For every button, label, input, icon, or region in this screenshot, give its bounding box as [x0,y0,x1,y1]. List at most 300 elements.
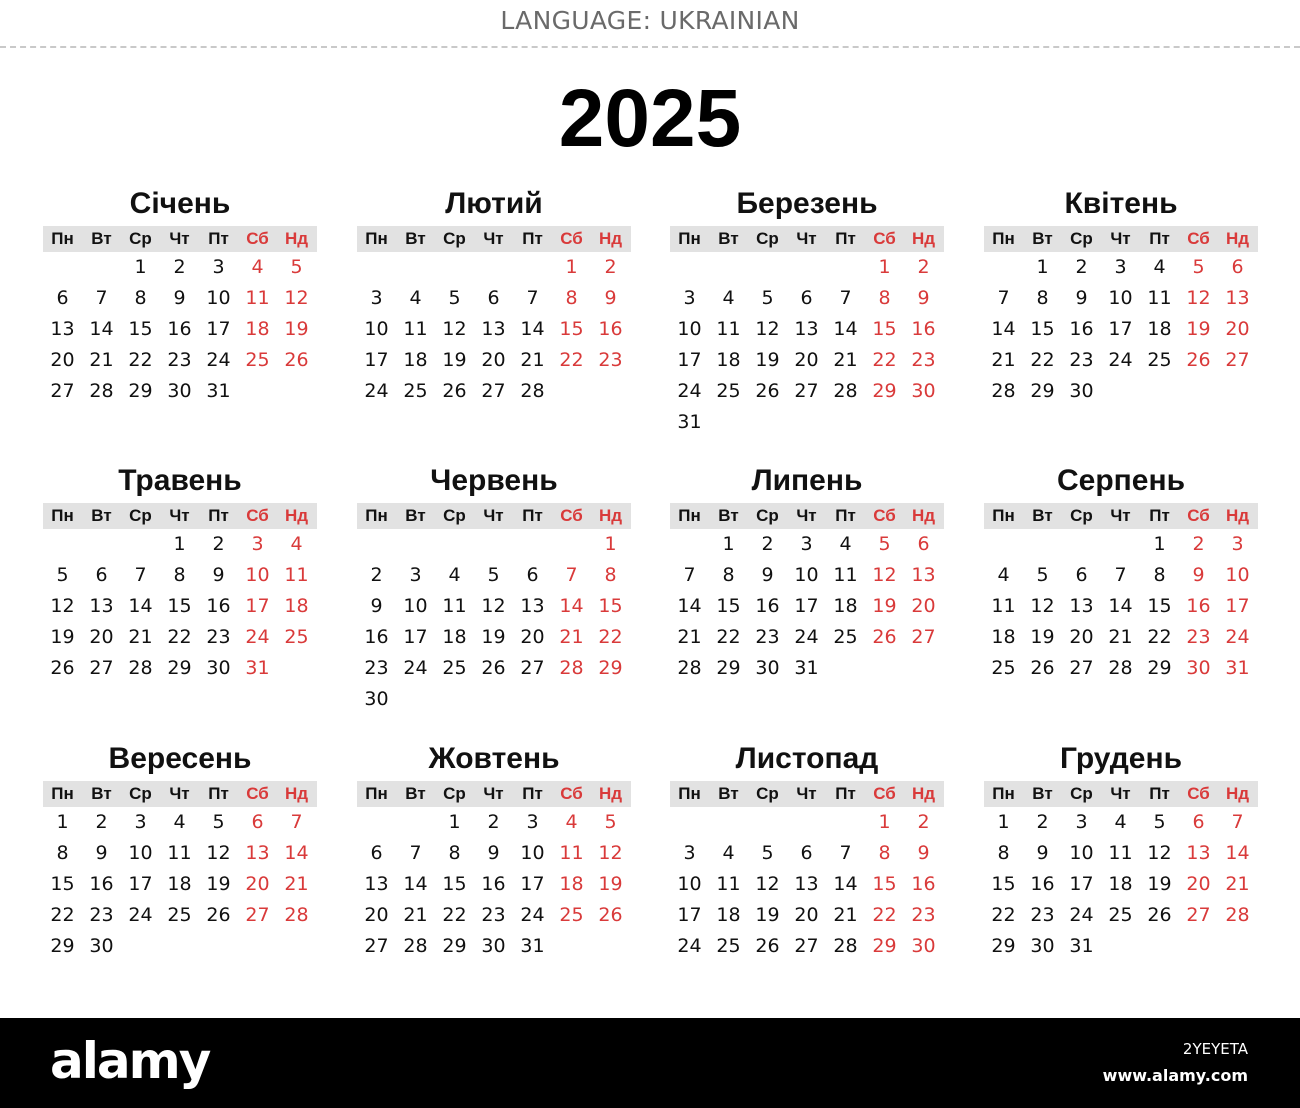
day-cell: 27 [520,657,545,679]
day-cell: 16 [167,318,192,340]
empty-cell [984,252,1023,283]
weekday-label: Пт [1149,229,1170,248]
day-cell: 24 [245,626,270,648]
day-cell: 24 [128,904,153,926]
day-cell: 1 [448,811,461,833]
month-name: Липень [751,464,863,497]
day-cell: 6 [1192,811,1205,833]
weekday-label: Вт [91,506,112,525]
day-cell: 21 [403,904,428,926]
weekday-label: Ср [129,784,152,803]
day-cell: 29 [442,935,467,957]
weekday-header [984,503,1258,529]
month-block [357,739,631,962]
weekday-header [43,226,317,252]
weekday-label: Чт [169,229,190,248]
month-block [357,461,631,715]
day-cell: 10 [1225,564,1250,586]
day-cell: 7 [290,811,303,833]
weekday-label: Пн [51,506,74,525]
day-cell: 28 [89,380,114,402]
weekday-label: Нд [1225,229,1250,248]
day-cell: 10 [677,873,702,895]
day-cell: 26 [206,904,231,926]
day-cell: 4 [722,287,735,309]
site-url: www.alamy.com [1102,1066,1248,1085]
day-cell: 18 [167,873,192,895]
month-block [984,739,1258,962]
day-cell: 25 [167,904,192,926]
weekday-label: Чт [169,784,190,803]
year-title: 2025 [558,73,742,164]
day-cell: 14 [403,873,428,895]
day-cell: 3 [526,811,539,833]
day-cell: 14 [991,318,1016,340]
day-cell: 15 [128,318,153,340]
weekday-label: Сб [246,784,269,803]
day-cell: 22 [50,904,75,926]
day-cell: 7 [839,287,852,309]
day-cell: 5 [878,533,891,555]
day-cell: 7 [683,564,696,586]
month-name: Червень [430,464,558,497]
day-cell: 4 [290,533,303,555]
empty-cell [787,252,826,283]
day-cell: 16 [598,318,623,340]
weekday-label: Чт [796,506,817,525]
day-cell: 11 [1147,287,1172,309]
day-cell: 6 [370,842,383,864]
language-label: LANGUAGE: UKRAINIAN [500,6,800,35]
day-cell: 20 [50,349,75,371]
day-cell: 5 [1192,256,1205,278]
month-block [670,184,944,438]
empty-cell [670,252,709,283]
weekday-label: Пн [365,229,388,248]
day-cell: 29 [872,935,897,957]
day-cell: 31 [1069,935,1094,957]
day-cell: 30 [481,935,506,957]
day-cell: 2 [173,256,186,278]
month-block [43,184,317,407]
weekday-header [357,226,631,252]
day-cell: 26 [872,626,897,648]
month-block [43,461,317,684]
weekday-label: Пт [208,506,229,525]
day-cell: 20 [911,595,936,617]
weekday-label: Сб [873,784,896,803]
day-cell: 3 [409,564,422,586]
day-cell: 28 [991,380,1016,402]
month-name: Листопад [735,742,879,775]
month-block [984,184,1258,407]
day-cell: 13 [1069,595,1094,617]
day-cell: 10 [403,595,428,617]
day-cell: 6 [526,564,539,586]
weekday-header [670,226,944,252]
day-cell: 8 [1036,287,1049,309]
day-cell: 11 [716,873,741,895]
weekday-label: Пн [992,784,1015,803]
day-cell: 20 [520,626,545,648]
day-cell: 4 [1153,256,1166,278]
day-cell: 24 [206,349,231,371]
empty-cell [552,529,591,560]
day-cell: 31 [794,657,819,679]
weekday-label: Ср [756,506,779,525]
day-cell: 9 [1075,287,1088,309]
day-cell: 27 [89,657,114,679]
day-cell: 15 [716,595,741,617]
day-cell: 23 [1186,626,1211,648]
day-cell: 20 [364,904,389,926]
month-name: Березень [736,187,878,220]
empty-cell [748,807,787,838]
day-cell: 11 [245,287,270,309]
day-cell: 11 [403,318,428,340]
day-cell: 10 [364,318,389,340]
day-cell: 5 [604,811,617,833]
day-cell: 13 [1225,287,1250,309]
day-cell: 20 [481,349,506,371]
day-cell: 29 [991,935,1016,957]
month-block [984,461,1258,684]
day-cell: 5 [290,256,303,278]
day-cell: 21 [833,904,858,926]
weekday-label: Пт [208,229,229,248]
empty-cell [474,529,513,560]
day-cell: 24 [364,380,389,402]
day-cell: 25 [284,626,309,648]
day-cell: 12 [872,564,897,586]
day-cell: 10 [1108,287,1133,309]
weekday-label: Чт [1110,229,1131,248]
empty-cell [357,529,396,560]
day-cell: 21 [677,626,702,648]
weekday-label: Чт [483,506,504,525]
day-cell: 13 [794,318,819,340]
empty-cell [121,529,160,560]
day-cell: 28 [1108,657,1133,679]
day-cell: 15 [50,873,75,895]
day-cell: 8 [997,842,1010,864]
day-cell: 20 [245,873,270,895]
day-cell: 18 [716,349,741,371]
day-cell: 5 [487,564,500,586]
day-cell: 24 [677,935,702,957]
day-cell: 4 [997,564,1010,586]
day-cell: 26 [755,380,780,402]
day-cell: 4 [448,564,461,586]
weekday-label: Пн [678,229,701,248]
empty-cell [670,529,709,560]
weekday-label: Ср [756,784,779,803]
day-cell: 12 [284,287,309,309]
day-cell: 4 [722,842,735,864]
month-name: Січень [129,187,231,220]
day-cell: 20 [1186,873,1211,895]
day-cell: 23 [755,626,780,648]
day-cell: 14 [89,318,114,340]
empty-cell [1101,529,1140,560]
day-cell: 1 [604,533,617,555]
day-cell: 19 [1030,626,1055,648]
day-cell: 25 [245,349,270,371]
day-cell: 13 [520,595,545,617]
day-cell: 29 [716,657,741,679]
weekday-label: Чт [1110,506,1131,525]
empty-cell [396,529,435,560]
weekday-label: Вт [718,229,739,248]
day-cell: 26 [598,904,623,926]
day-cell: 29 [598,657,623,679]
day-cell: 16 [911,873,936,895]
day-cell: 23 [911,349,936,371]
day-grid [984,529,1257,684]
day-cell: 17 [364,349,389,371]
day-cell: 6 [56,287,69,309]
day-cell: 30 [1030,935,1055,957]
day-cell: 21 [1108,626,1133,648]
day-cell: 4 [839,533,852,555]
day-cell: 1 [722,533,735,555]
weekday-label: Нд [598,784,623,803]
day-cell: 3 [1231,533,1244,555]
day-cell: 30 [911,380,936,402]
weekday-label: Сб [560,229,583,248]
day-cell: 6 [800,842,813,864]
day-cell: 17 [245,595,270,617]
day-cell: 3 [800,533,813,555]
weekday-label: Вт [405,506,426,525]
day-cell: 13 [794,873,819,895]
day-cell: 25 [716,380,741,402]
weekday-label: Сб [560,506,583,525]
day-cell: 16 [1030,873,1055,895]
day-cell: 8 [565,287,578,309]
day-cell: 28 [520,380,545,402]
day-cell: 21 [833,349,858,371]
day-cell: 13 [1186,842,1211,864]
day-cell: 2 [370,564,383,586]
day-cell: 28 [284,904,309,926]
day-cell: 24 [677,380,702,402]
month-name: Лютий [445,187,543,220]
day-cell: 1 [56,811,69,833]
empty-cell [1023,529,1062,560]
empty-cell [43,252,82,283]
day-grid [357,529,630,715]
day-cell: 7 [95,287,108,309]
weekday-header [43,781,317,807]
month-name: Грудень [1059,742,1183,775]
day-cell: 9 [95,842,108,864]
day-cell: 26 [442,380,467,402]
day-cell: 5 [212,811,225,833]
weekday-label: Пн [992,506,1015,525]
day-cell: 12 [755,318,780,340]
day-cell: 16 [89,873,114,895]
day-cell: 2 [1036,811,1049,833]
day-cell: 29 [872,380,897,402]
day-cell: 28 [559,657,584,679]
day-cell: 12 [50,595,75,617]
day-cell: 4 [409,287,422,309]
day-cell: 6 [487,287,500,309]
day-cell: 12 [1030,595,1055,617]
day-cell: 15 [598,595,623,617]
day-cell: 18 [833,595,858,617]
day-cell: 25 [991,657,1016,679]
day-cell: 15 [872,873,897,895]
weekday-label: Вт [1032,784,1053,803]
day-cell: 12 [1186,287,1211,309]
weekday-label: Ср [443,229,466,248]
day-cell: 25 [1147,349,1172,371]
weekday-label: Пт [522,506,543,525]
weekday-header [984,781,1258,807]
weekday-label: Нд [598,506,623,525]
day-cell: 30 [1069,380,1094,402]
weekday-label: Вт [718,506,739,525]
weekday-label: Пт [208,784,229,803]
day-cell: 1 [997,811,1010,833]
month-block [43,739,317,962]
weekday-label: Ср [1070,506,1093,525]
day-cell: 1 [878,256,891,278]
day-cell: 15 [167,595,192,617]
weekday-label: Пн [678,506,701,525]
day-grid [984,807,1257,962]
day-cell: 8 [722,564,735,586]
day-cell: 26 [481,657,506,679]
day-cell: 17 [1108,318,1133,340]
day-cell: 25 [403,380,428,402]
day-cell: 17 [206,318,231,340]
day-cell: 23 [89,904,114,926]
day-cell: 21 [520,349,545,371]
weekday-label: Пт [835,784,856,803]
day-cell: 28 [833,380,858,402]
day-cell: 19 [755,904,780,926]
day-cell: 29 [1147,657,1172,679]
day-cell: 18 [442,626,467,648]
weekday-label: Пн [365,784,388,803]
weekday-label: Вт [91,784,112,803]
day-cell: 24 [794,626,819,648]
day-cell: 10 [520,842,545,864]
weekday-label: Нд [284,229,309,248]
day-cell: 20 [794,349,819,371]
day-cell: 22 [872,349,897,371]
weekday-label: Нд [284,784,309,803]
day-cell: 11 [991,595,1016,617]
day-cell: 7 [1231,811,1244,833]
day-cell: 24 [403,657,428,679]
weekday-label: Ср [129,506,152,525]
day-cell: 22 [128,349,153,371]
day-cell: 21 [284,873,309,895]
day-cell: 11 [559,842,584,864]
weekday-label: Нд [598,229,623,248]
day-cell: 30 [167,380,192,402]
day-cell: 2 [761,533,774,555]
day-cell: 9 [917,842,930,864]
day-cell: 17 [677,904,702,926]
weekday-label: Чт [1110,784,1131,803]
day-cell: 5 [1036,564,1049,586]
empty-cell [82,529,121,560]
day-cell: 19 [872,595,897,617]
weekday-label: Пт [835,506,856,525]
day-cell: 17 [520,873,545,895]
day-cell: 2 [917,256,930,278]
day-grid [357,252,630,407]
empty-cell [748,252,787,283]
empty-cell [396,807,435,838]
month-name: Травень [118,464,242,497]
weekday-header [357,781,631,807]
day-cell: 23 [598,349,623,371]
day-cell: 16 [1186,595,1211,617]
day-cell: 1 [173,533,186,555]
day-cell: 26 [755,935,780,957]
weekday-label: Ср [443,784,466,803]
day-cell: 22 [991,904,1016,926]
day-cell: 8 [604,564,617,586]
day-cell: 12 [481,595,506,617]
weekday-label: Пн [51,784,74,803]
day-cell: 19 [284,318,309,340]
day-cell: 17 [794,595,819,617]
day-cell: 8 [1153,564,1166,586]
weekday-label: Сб [560,784,583,803]
day-cell: 5 [761,287,774,309]
empty-cell [396,252,435,283]
day-cell: 12 [1147,842,1172,864]
weekday-label: Ср [756,229,779,248]
day-cell: 17 [403,626,428,648]
weekday-label: Сб [873,506,896,525]
day-cell: 9 [1192,564,1205,586]
day-cell: 13 [89,595,114,617]
day-cell: 16 [364,626,389,648]
day-cell: 8 [134,287,147,309]
day-cell: 6 [251,811,264,833]
day-cell: 15 [1147,595,1172,617]
day-grid [43,807,316,962]
day-cell: 20 [89,626,114,648]
weekday-label: Пт [522,784,543,803]
day-cell: 3 [683,842,696,864]
weekday-header [670,503,944,529]
day-grid [670,252,943,438]
weekday-label: Чт [483,229,504,248]
day-cell: 2 [212,533,225,555]
day-cell: 9 [604,287,617,309]
day-cell: 11 [833,564,858,586]
day-cell: 11 [284,564,309,586]
day-cell: 14 [1225,842,1250,864]
day-cell: 3 [1114,256,1127,278]
day-cell: 22 [716,626,741,648]
weekday-label: Ср [129,229,152,248]
day-cell: 12 [442,318,467,340]
weekday-label: Вт [1032,506,1053,525]
day-cell: 24 [520,904,545,926]
day-grid [43,529,316,684]
month-block [357,184,631,407]
